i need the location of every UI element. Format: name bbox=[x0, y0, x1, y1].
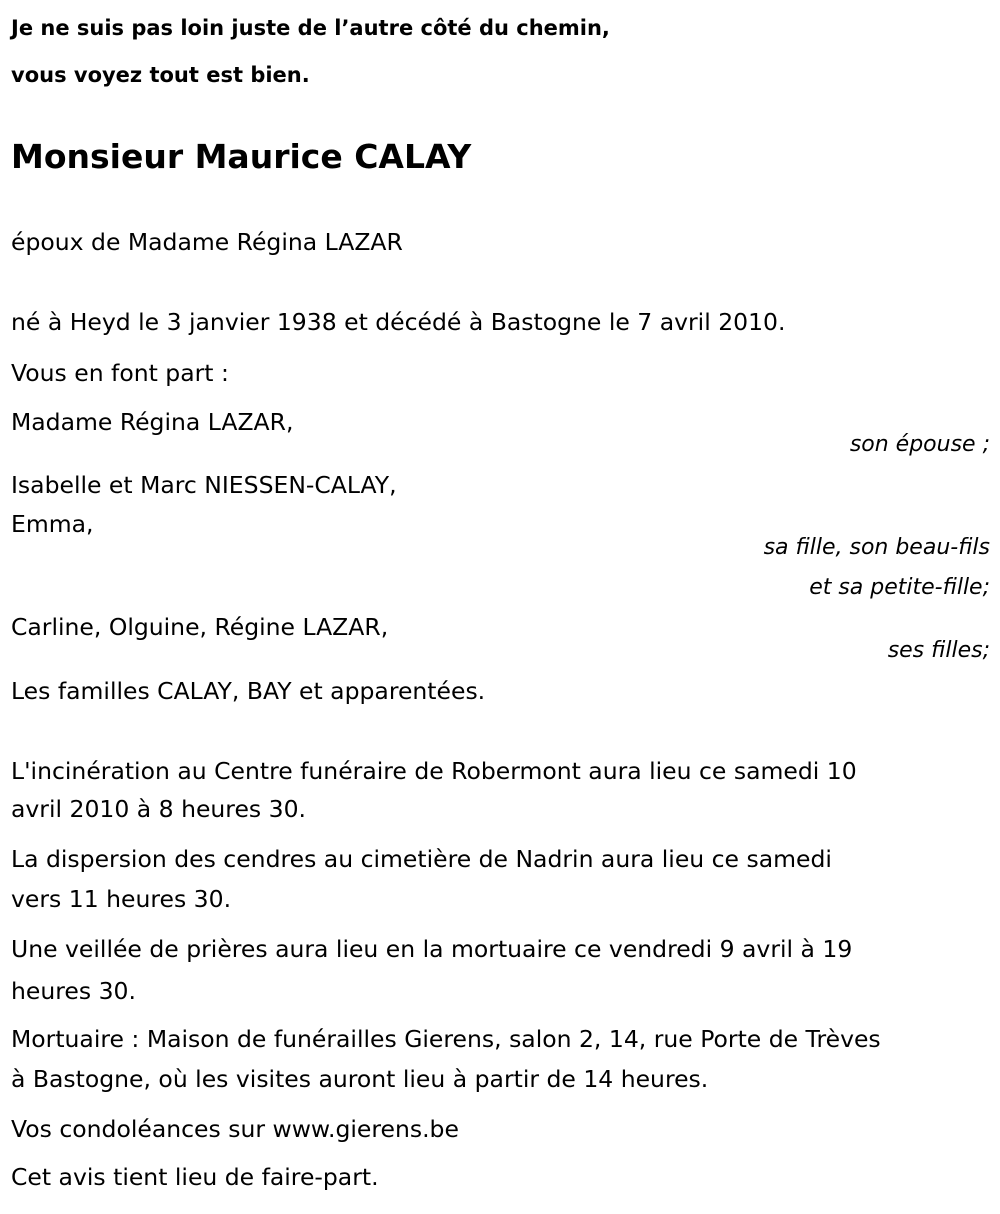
announce-line: Vous en font part : bbox=[11, 359, 229, 387]
page-title: Monsieur Maurice CALAY bbox=[11, 137, 472, 176]
epigraph-line-2: vous voyez tout est bien. bbox=[11, 63, 310, 87]
family-wife-relation: son épouse ; bbox=[849, 432, 990, 457]
epigraph-line-1: Je ne suis pas loin juste de l’autre côté du chemin, bbox=[11, 16, 610, 40]
dispersion-line-2: vers 11 heures 30. bbox=[11, 885, 232, 913]
family-families: Les familles CALAY, BAY et apparentées. bbox=[11, 677, 486, 705]
family-wife: Madame Régina LAZAR, bbox=[11, 408, 294, 436]
mortuary-line-2: à Bastogne, où les visites auront lieu à partir de 14 heures. bbox=[11, 1065, 709, 1093]
family-granddaughter: Emma, bbox=[11, 510, 94, 538]
family-daughters-relation: ses filles; bbox=[887, 638, 990, 663]
family-daughters: Carline, Olguine, Régine LAZAR, bbox=[11, 613, 389, 641]
mortuary-line-1: Mortuaire : Maison de funérailles Gierens, salon 2, 14, rue Porte de Trèves bbox=[11, 1025, 881, 1053]
family-daughter-relation-1: sa fille, son beau-fils bbox=[763, 535, 990, 560]
notice-line: Cet avis tient lieu de faire-part. bbox=[11, 1163, 379, 1191]
dispersion-line-1: La dispersion des cendres au cimetière de Nadrin aura lieu ce samedi bbox=[11, 845, 832, 873]
spouse-line: époux de Madame Régina LAZAR bbox=[11, 228, 403, 256]
vigil-line-2: heures 30. bbox=[11, 977, 136, 1005]
condolences-line: Vos condoléances sur www.gierens.be bbox=[11, 1115, 459, 1143]
cremation-line-1: L'incinération au Centre funéraire de Robermont aura lieu ce samedi 10 bbox=[11, 757, 857, 785]
vigil-line-1: Une veillée de prières aura lieu en la mortuaire ce vendredi 9 avril à 19 bbox=[11, 935, 853, 963]
family-daughter-relation-2: et sa petite-fille; bbox=[809, 575, 990, 600]
family-daughter: Isabelle et Marc NIESSEN-CALAY, bbox=[11, 471, 397, 499]
birth-death-line: né à Heyd le 3 janvier 1938 et décédé à Bastogne le 7 avril 2010. bbox=[11, 308, 786, 336]
cremation-line-2: avril 2010 à 8 heures 30. bbox=[11, 795, 307, 823]
